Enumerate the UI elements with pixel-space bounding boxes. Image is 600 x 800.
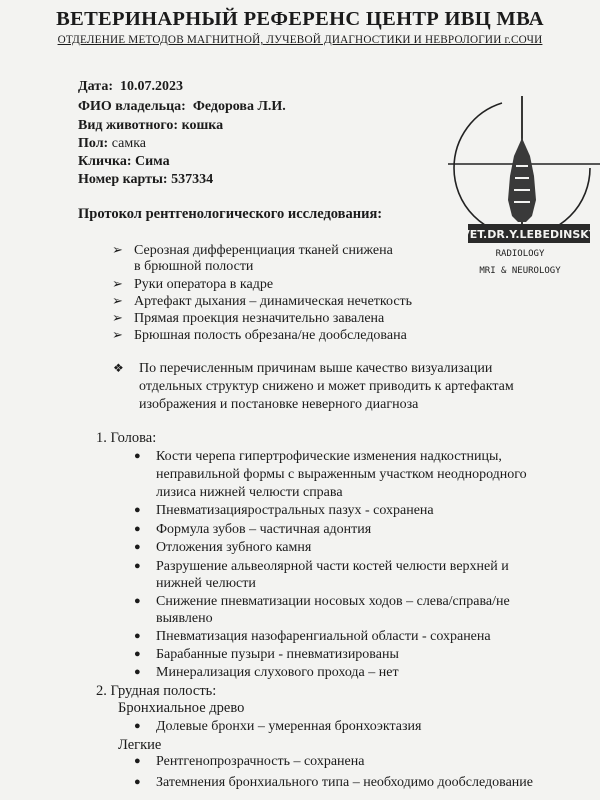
- bullet-icon: ●: [134, 504, 141, 516]
- owner-row: [78, 99, 286, 115]
- clinic-stamp-logo: [448, 96, 600, 281]
- bullet-icon: ●: [134, 450, 141, 462]
- bullet-icon: ●: [134, 720, 141, 732]
- stamp-line2: RADIOLOGY: [495, 249, 545, 259]
- bullet-icon: ●: [134, 560, 141, 572]
- head-finding: ● Пневматизация назофаренгиальной области - сохранена: [134, 629, 491, 644]
- lungs-heading: Легкие: [118, 737, 162, 753]
- head-finding: ● Пневматизацияростральных пазух - сохранена: [134, 503, 434, 518]
- head-finding-continued: нижней челюсти: [156, 576, 256, 591]
- quality-item: ➢ Серозная дифференциация тканей снижена: [112, 242, 393, 258]
- date-row: [78, 79, 183, 95]
- owner-value: Федорова Л.И.: [192, 99, 286, 114]
- bullet-icon: ●: [134, 666, 141, 678]
- chest-finding: ● Затемнения бронхиального типа – необходимо дообследование: [134, 775, 533, 790]
- owner-label: ФИО владельца:: [78, 99, 186, 114]
- chest-finding: ● Рентгенопрозрачность – сохранена: [134, 754, 365, 769]
- pet-name-label: Кличка:: [78, 154, 132, 169]
- bronchial-tree-heading: Бронхиальное древо: [118, 700, 245, 716]
- head-finding-continued: неправильной формы с выраженным участком неоднородного: [156, 467, 527, 482]
- stamp-line3: MRI & NEUROLOGY: [479, 266, 561, 276]
- card-value: 537334: [171, 172, 214, 187]
- arrow-bullet-icon: ➢: [112, 276, 123, 291]
- bullet-icon: ●: [134, 630, 141, 642]
- section-chest-title: 2. Грудная полость:: [96, 683, 217, 699]
- bullet-icon: ●: [134, 755, 141, 767]
- species-row: [78, 118, 223, 134]
- head-finding-continued: лизиса нижней челюсти справа: [156, 485, 343, 500]
- head-finding: ● Кости черепа гипертрофические изменения надкостницы,: [134, 449, 502, 464]
- species-label: Вид животного:: [78, 118, 179, 133]
- bullet-icon: ●: [134, 523, 141, 535]
- pet-name-value: Сима: [134, 154, 170, 169]
- card-label: Номер карты:: [78, 172, 168, 187]
- bullet-icon: ●: [134, 541, 141, 553]
- bullet-icon: ●: [134, 776, 141, 788]
- head-finding: ● Формула зубов – частичная адонтия: [134, 522, 372, 537]
- quality-item: ➢ Руки оператора в кадре: [112, 276, 274, 292]
- head-finding-continued: выявлено: [156, 611, 213, 626]
- head-finding: ● Минерализация слухового прохода – нет: [134, 665, 399, 680]
- arrow-bullet-icon: ➢: [112, 242, 123, 257]
- quality-item: ➢ Прямая проекция незначительно завалена: [112, 310, 385, 326]
- sex-value: самка: [111, 136, 146, 151]
- department-subtitle: ОТДЕЛЕНИЕ МЕТОДОВ МАГНИТНОЙ, ЛУЧЕВОЙ ДИАГНОСТИКИ И НЕВРОЛОГИИ г.СОЧИ: [57, 34, 543, 46]
- diamond-bullet-icon: ❖: [113, 361, 124, 375]
- section-head-title: 1. Голова:: [96, 430, 157, 446]
- bullet-icon: ●: [134, 595, 141, 607]
- bullet-icon: ●: [134, 648, 141, 660]
- protocol-title: Протокол рентгенологического исследования:: [78, 206, 383, 222]
- date-value: 10.07.2023: [119, 79, 183, 94]
- sex-row: [78, 136, 146, 152]
- head-finding: ● Барабанные пузыри - пневматизированы: [134, 647, 399, 662]
- card-row: [78, 172, 213, 188]
- clinic-title: ВЕТЕРИНАРНЫЙ РЕФЕРЕНС ЦЕНТР ИВЦ МВА: [56, 8, 544, 30]
- arrow-bullet-icon: ➢: [112, 293, 123, 308]
- pet-name-row: [78, 154, 170, 170]
- quality-note-continued: отдельных структур снижено и может приводить к артефактам: [139, 379, 514, 394]
- sex-label: Пол:: [78, 136, 109, 151]
- head-finding: ● Разрушение альвеолярной части костей челюсти верхней и: [134, 559, 509, 574]
- chest-finding: ● Долевые бронхи – умеренная бронхоэктазия: [134, 719, 422, 734]
- quality-note-continued: изображения и постановке неверного диагноза: [139, 397, 419, 412]
- quality-item-continued: в брюшной полости: [134, 259, 254, 274]
- stamp-line1: VET.DR.Y.LEBEDINSKY: [461, 228, 597, 241]
- species-value: кошка: [181, 118, 224, 133]
- arrow-bullet-icon: ➢: [112, 327, 123, 342]
- quality-item: ➢ Брюшная полость обрезана/не дообследована: [112, 327, 407, 343]
- head-finding: ● Снижение пневматизации носовых ходов – слева/справа/не: [134, 594, 510, 609]
- quality-item: ➢ Артефакт дыхания – динамическая нечеткость: [112, 293, 413, 309]
- head-finding: ● Отложения зубного камня: [134, 540, 312, 555]
- arrow-bullet-icon: ➢: [112, 310, 123, 325]
- quality-note: ❖ По перечисленным причинам выше качество визуализации: [113, 361, 493, 376]
- date-label: Дата:: [78, 79, 113, 94]
